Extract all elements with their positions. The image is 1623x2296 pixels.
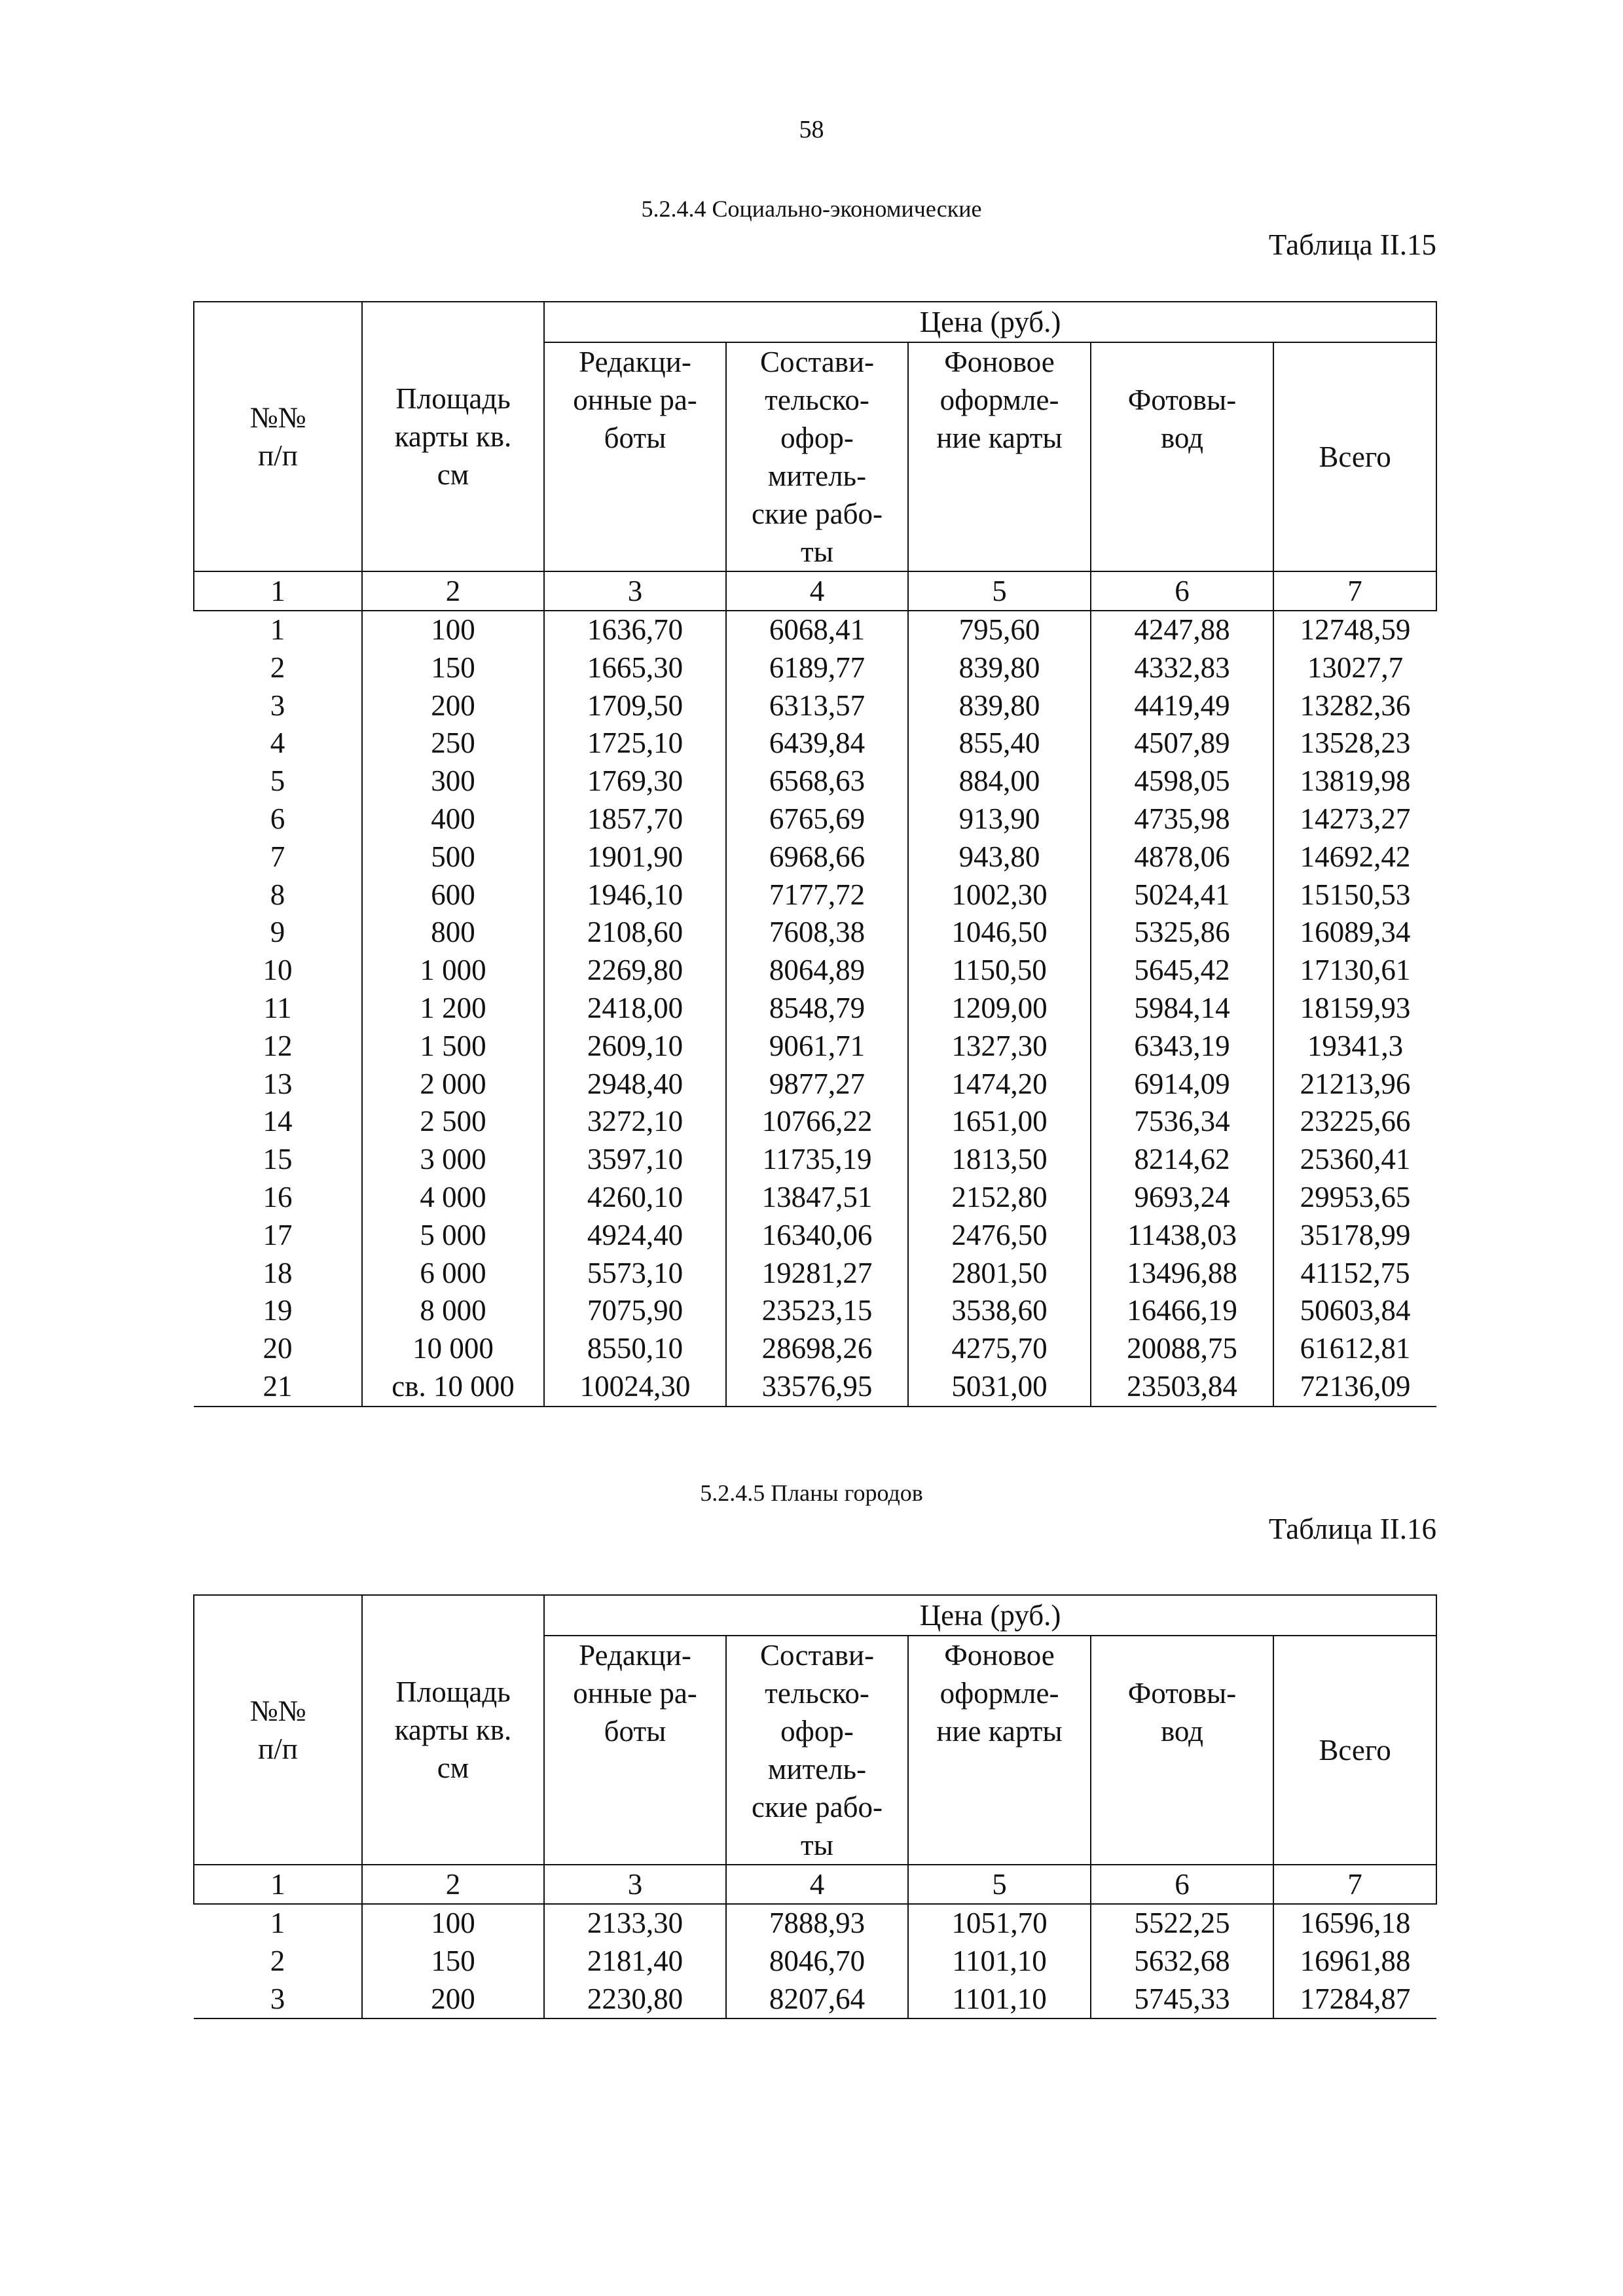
table-cell: 3 — [194, 1981, 362, 2019]
table-cell: 10 000 — [362, 1330, 544, 1368]
table-cell: 150 — [362, 1943, 544, 1981]
table-row — [194, 1943, 1436, 1981]
table-cell: 28698,26 — [726, 1330, 908, 1368]
table-cell: 1 000 — [362, 952, 544, 990]
table-cell: 23503,84 — [1091, 1368, 1273, 1407]
header-area: Площадь карты кв. см — [362, 302, 544, 571]
table-cell: 250 — [362, 725, 544, 762]
table-cell: 5 000 — [362, 1217, 544, 1255]
table-row — [194, 1904, 1436, 1943]
column-number-2: 2 — [362, 571, 544, 611]
table-cell: 10024,30 — [544, 1368, 726, 1407]
table-cell: 6189,77 — [726, 649, 908, 687]
table-row — [194, 1103, 1436, 1141]
table-cell: 1709,50 — [544, 687, 726, 725]
table-cell: 6765,69 — [726, 800, 908, 838]
table-cell: 16961,88 — [1273, 1943, 1436, 1981]
table-cell: 13282,36 — [1273, 687, 1436, 725]
table-cell: 1725,10 — [544, 725, 726, 762]
table-cell: 50603,84 — [1273, 1292, 1436, 1330]
table-cell: 8214,62 — [1091, 1141, 1273, 1179]
table-cell: 7888,93 — [726, 1904, 908, 1943]
table-cell: 7608,38 — [726, 914, 908, 952]
table-cell: 11 — [194, 990, 362, 1028]
column-number-5: 5 — [908, 1865, 1091, 1904]
column-numbers-row — [194, 571, 1436, 611]
table-cell: 5984,14 — [1091, 990, 1273, 1028]
table-cell: 1327,30 — [908, 1028, 1091, 1066]
table-cell: 100 — [362, 611, 544, 649]
table-cell: 20 — [194, 1330, 362, 1368]
table-cell: св. 10 000 — [362, 1368, 544, 1407]
table-cell: 2476,50 — [908, 1217, 1091, 1255]
column-numbers-row — [194, 1865, 1436, 1904]
table-cell: 600 — [362, 876, 544, 914]
header-total: Всего — [1273, 1636, 1436, 1865]
table-cell: 13 — [194, 1066, 362, 1103]
table-cell: 4507,89 — [1091, 725, 1273, 762]
table-row — [194, 1292, 1436, 1330]
table-cell: 913,90 — [908, 800, 1091, 838]
table-cell: 33576,95 — [726, 1368, 908, 1407]
table-cell: 5573,10 — [544, 1255, 726, 1293]
table-row — [194, 952, 1436, 990]
table-cell: 2609,10 — [544, 1028, 726, 1066]
table-cell: 14273,27 — [1273, 800, 1436, 838]
table-cell: 5745,33 — [1091, 1981, 1273, 2019]
table-cell: 13847,51 — [726, 1179, 908, 1217]
table-row — [194, 1066, 1436, 1103]
table-cell: 21 — [194, 1368, 362, 1407]
table-cell: 8046,70 — [726, 1943, 908, 1981]
header-num: №№ п/п — [194, 302, 362, 571]
price-table-ii-16 — [193, 1594, 1437, 2019]
table-cell: 8064,89 — [726, 952, 908, 990]
table-cell: 16596,18 — [1273, 1904, 1436, 1943]
table-cell: 2181,40 — [544, 1943, 726, 1981]
header-editorial: Редакци- онные ра- боты — [544, 1636, 726, 1865]
table-row — [194, 914, 1436, 952]
table-cell: 2108,60 — [544, 914, 726, 952]
table-cell: 6313,57 — [726, 687, 908, 725]
table-cell: 13528,23 — [1273, 725, 1436, 762]
column-number-6: 6 — [1091, 1865, 1273, 1904]
table-cell: 1 200 — [362, 990, 544, 1028]
table-cell: 1150,50 — [908, 952, 1091, 990]
table-cell: 5325,86 — [1091, 914, 1273, 952]
table-cell: 943,80 — [908, 838, 1091, 876]
table-cell: 6343,19 — [1091, 1028, 1273, 1066]
table-cell: 4260,10 — [544, 1179, 726, 1217]
table-cell: 1857,70 — [544, 800, 726, 838]
table-cell: 5632,68 — [1091, 1943, 1273, 1981]
table-cell: 1101,10 — [908, 1943, 1091, 1981]
table-cell: 4 000 — [362, 1179, 544, 1217]
table-row — [194, 990, 1436, 1028]
header-price-group: Цена (руб.) — [544, 302, 1436, 342]
table-cell: 35178,99 — [1273, 1217, 1436, 1255]
table-cell: 7 — [194, 838, 362, 876]
table-cell: 19281,27 — [726, 1255, 908, 1293]
column-number-1: 1 — [194, 571, 362, 611]
table-cell: 8 000 — [362, 1292, 544, 1330]
table-body-ii-16 — [194, 1904, 1436, 2018]
table-cell: 1474,20 — [908, 1066, 1091, 1103]
table-cell: 20088,75 — [1091, 1330, 1273, 1368]
header-compiling: Состави- тельско- офор- митель- ские рабо- ты — [726, 342, 908, 571]
table-cell: 8550,10 — [544, 1330, 726, 1368]
table-cell: 1813,50 — [908, 1141, 1091, 1179]
table-cell: 4275,70 — [908, 1330, 1091, 1368]
table-cell: 13819,98 — [1273, 762, 1436, 800]
table-cell: 16089,34 — [1273, 914, 1436, 952]
table-row — [194, 1255, 1436, 1293]
table-cell: 41152,75 — [1273, 1255, 1436, 1293]
header-total: Всего — [1273, 342, 1436, 571]
table-row — [194, 1028, 1436, 1066]
table-cell: 2801,50 — [908, 1255, 1091, 1293]
table-cell: 17284,87 — [1273, 1981, 1436, 2019]
table-cell: 2 — [194, 1943, 362, 1981]
table-cell: 3 — [194, 687, 362, 725]
column-number-3: 3 — [544, 571, 726, 611]
table-cell: 855,40 — [908, 725, 1091, 762]
table-cell: 19 — [194, 1292, 362, 1330]
header-area: Площадь карты кв. см — [362, 1595, 544, 1865]
table-cell: 2152,80 — [908, 1179, 1091, 1217]
column-number-5: 5 — [908, 571, 1091, 611]
table-row — [194, 1141, 1436, 1179]
table-cell: 6968,66 — [726, 838, 908, 876]
table-cell: 884,00 — [908, 762, 1091, 800]
table-cell: 1002,30 — [908, 876, 1091, 914]
table-row — [194, 800, 1436, 838]
table-cell: 1901,90 — [544, 838, 726, 876]
page-number: 58 — [799, 116, 824, 143]
table-cell: 11438,03 — [1091, 1217, 1273, 1255]
table-cell: 18 — [194, 1255, 362, 1293]
table-cell: 6 — [194, 800, 362, 838]
table-cell: 8207,64 — [726, 1981, 908, 2019]
table-cell: 100 — [362, 1904, 544, 1943]
column-number-4: 4 — [726, 1865, 908, 1904]
table-body-ii-15 — [194, 611, 1436, 1407]
table-cell: 8548,79 — [726, 990, 908, 1028]
table-cell: 10 — [194, 952, 362, 990]
table-row — [194, 687, 1436, 725]
table-cell: 9693,24 — [1091, 1179, 1273, 1217]
table-cell: 3272,10 — [544, 1103, 726, 1141]
table-cell: 4 — [194, 725, 362, 762]
table-row — [194, 611, 1436, 649]
table-cell: 1665,30 — [544, 649, 726, 687]
table-cell: 6914,09 — [1091, 1066, 1273, 1103]
table-cell: 3538,60 — [908, 1292, 1091, 1330]
table-cell: 6 000 — [362, 1255, 544, 1293]
table-cell: 16340,06 — [726, 1217, 908, 1255]
table-row — [194, 1368, 1436, 1407]
table-cell: 7075,90 — [544, 1292, 726, 1330]
table-cell: 9061,71 — [726, 1028, 908, 1066]
table-cell: 1209,00 — [908, 990, 1091, 1028]
column-number-4: 4 — [726, 571, 908, 611]
table-row — [194, 1981, 1436, 2019]
table-cell: 15150,53 — [1273, 876, 1436, 914]
table-row — [194, 762, 1436, 800]
table-cell: 4419,49 — [1091, 687, 1273, 725]
table-cell: 13027,7 — [1273, 649, 1436, 687]
table-cell: 300 — [362, 762, 544, 800]
section-title-socio-economic: 5.2.4.4 Социально-экономические — [641, 196, 982, 222]
table-cell: 8 — [194, 876, 362, 914]
table-cell: 2948,40 — [544, 1066, 726, 1103]
table-cell: 2269,80 — [544, 952, 726, 990]
table-cell: 4332,83 — [1091, 649, 1273, 687]
table-cell: 72136,09 — [1273, 1368, 1436, 1407]
table-cell: 3 000 — [362, 1141, 544, 1179]
table-cell: 9877,27 — [726, 1066, 908, 1103]
table-row — [194, 1330, 1436, 1368]
table-cell: 4924,40 — [544, 1217, 726, 1255]
header-price-group: Цена (руб.) — [544, 1595, 1436, 1636]
table-label-ii-16: Таблица II.16 — [1268, 1513, 1436, 1545]
table-cell: 2 500 — [362, 1103, 544, 1141]
column-number-1: 1 — [194, 1865, 362, 1904]
table-cell: 150 — [362, 649, 544, 687]
table-cell: 1946,10 — [544, 876, 726, 914]
table-cell: 200 — [362, 687, 544, 725]
table-cell: 1051,70 — [908, 1904, 1091, 1943]
table-row — [194, 1179, 1436, 1217]
table-row — [194, 725, 1436, 762]
header-background: Фоновое оформле- ние карты — [908, 1636, 1091, 1865]
table-cell: 1769,30 — [544, 762, 726, 800]
table-row — [194, 649, 1436, 687]
table-cell: 7177,72 — [726, 876, 908, 914]
table-cell: 4598,05 — [1091, 762, 1273, 800]
header-photo: Фотовы- вод — [1091, 342, 1273, 571]
table-cell: 23523,15 — [726, 1292, 908, 1330]
table-cell: 400 — [362, 800, 544, 838]
table-cell: 14692,42 — [1273, 838, 1436, 876]
table-label-ii-15: Таблица II.15 — [1268, 228, 1436, 261]
table-cell: 19341,3 — [1273, 1028, 1436, 1066]
table-cell: 61612,81 — [1273, 1330, 1436, 1368]
table-cell: 18159,93 — [1273, 990, 1436, 1028]
table-cell: 5522,25 — [1091, 1904, 1273, 1943]
table-cell: 6568,63 — [726, 762, 908, 800]
table-cell: 12748,59 — [1273, 611, 1436, 649]
table-cell: 2133,30 — [544, 1904, 726, 1943]
table-cell: 11735,19 — [726, 1141, 908, 1179]
table-cell: 1 500 — [362, 1028, 544, 1066]
table-cell: 29953,65 — [1273, 1179, 1436, 1217]
table-cell: 5645,42 — [1091, 952, 1273, 990]
table-cell: 16 — [194, 1179, 362, 1217]
table-cell: 14 — [194, 1103, 362, 1141]
column-number-7: 7 — [1273, 1865, 1436, 1904]
header-editorial: Редакци- онные ра- боты — [544, 342, 726, 571]
table-cell: 2230,80 — [544, 1981, 726, 2019]
table-cell: 9 — [194, 914, 362, 952]
table-cell: 25360,41 — [1273, 1141, 1436, 1179]
table-row — [194, 876, 1436, 914]
table-row — [194, 1217, 1436, 1255]
table-cell: 800 — [362, 914, 544, 952]
header-photo: Фотовы- вод — [1091, 1636, 1273, 1865]
header-compiling: Состави- тельско- офор- митель- ские рабо- ты — [726, 1636, 908, 1865]
column-number-2: 2 — [362, 1865, 544, 1904]
table-cell: 4878,06 — [1091, 838, 1273, 876]
table-cell: 500 — [362, 838, 544, 876]
column-number-6: 6 — [1091, 571, 1273, 611]
table-cell: 1 — [194, 611, 362, 649]
table-cell: 16466,19 — [1091, 1292, 1273, 1330]
table-cell: 795,60 — [908, 611, 1091, 649]
table-cell: 15 — [194, 1141, 362, 1179]
table-cell: 4247,88 — [1091, 611, 1273, 649]
table-row — [194, 838, 1436, 876]
table-cell: 4735,98 — [1091, 800, 1273, 838]
column-number-3: 3 — [544, 1865, 726, 1904]
table-cell: 1101,10 — [908, 1981, 1091, 2019]
table-cell: 6439,84 — [726, 725, 908, 762]
table-cell: 17 — [194, 1217, 362, 1255]
table-cell: 1636,70 — [544, 611, 726, 649]
table-cell: 839,80 — [908, 649, 1091, 687]
header-background: Фоновое оформле- ние карты — [908, 342, 1091, 571]
table-cell: 2 — [194, 649, 362, 687]
table-cell: 1046,50 — [908, 914, 1091, 952]
table-cell: 2418,00 — [544, 990, 726, 1028]
table-cell: 2 000 — [362, 1066, 544, 1103]
table-cell: 23225,66 — [1273, 1103, 1436, 1141]
table-cell: 200 — [362, 1981, 544, 2019]
table-cell: 13496,88 — [1091, 1255, 1273, 1293]
table-cell: 6068,41 — [726, 611, 908, 649]
table-cell: 5024,41 — [1091, 876, 1273, 914]
table-cell: 3597,10 — [544, 1141, 726, 1179]
table-cell: 1 — [194, 1904, 362, 1943]
table-cell: 21213,96 — [1273, 1066, 1436, 1103]
table-cell: 839,80 — [908, 687, 1091, 725]
header-num: №№ п/п — [194, 1595, 362, 1865]
column-number-7: 7 — [1273, 571, 1436, 611]
table-cell: 17130,61 — [1273, 952, 1436, 990]
table-cell: 5 — [194, 762, 362, 800]
table-cell: 5031,00 — [908, 1368, 1091, 1407]
table-cell: 12 — [194, 1028, 362, 1066]
price-table-ii-15 — [193, 301, 1437, 1407]
table-cell: 10766,22 — [726, 1103, 908, 1141]
section-title-city-plans: 5.2.4.5 Планы городов — [700, 1480, 923, 1506]
table-cell: 1651,00 — [908, 1103, 1091, 1141]
table-cell: 7536,34 — [1091, 1103, 1273, 1141]
